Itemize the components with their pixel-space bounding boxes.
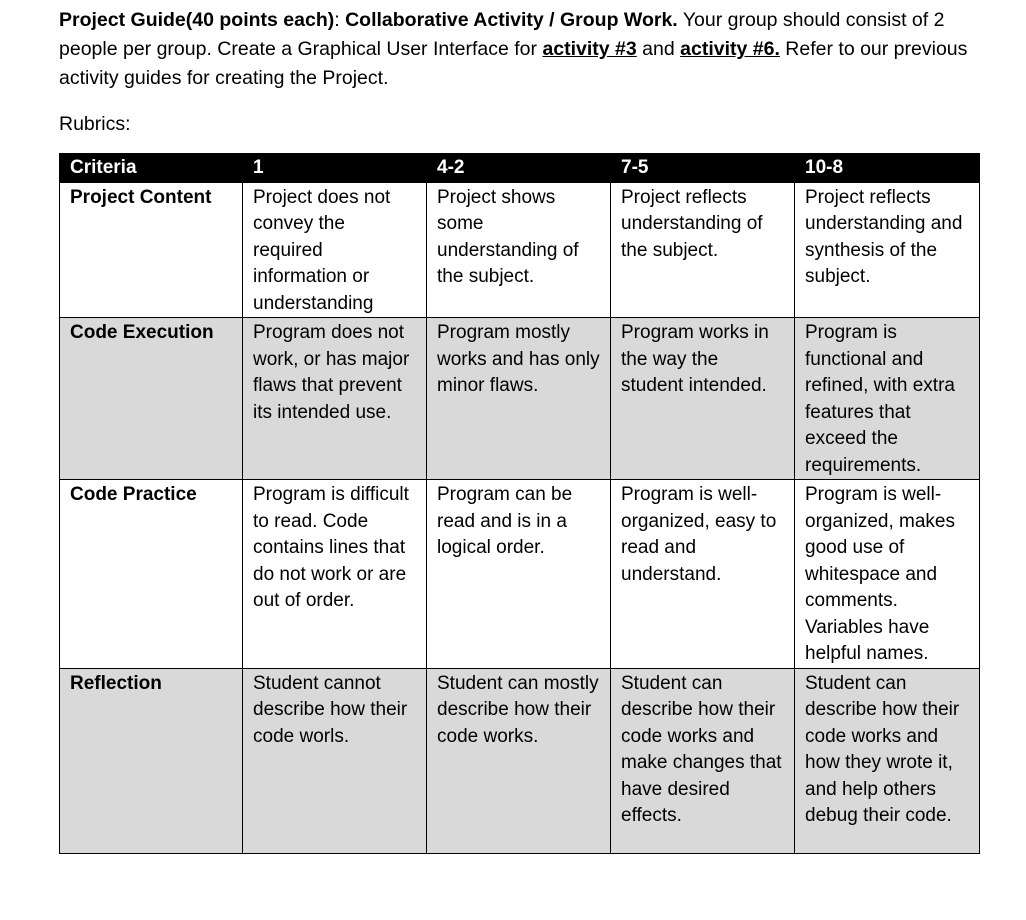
guide-and: and — [642, 38, 675, 60]
header-score-7-5: 7-5 — [611, 154, 795, 183]
table-row — [60, 182, 980, 318]
table-row — [60, 668, 980, 853]
rubrics-label: Rubrics: — [59, 113, 131, 135]
table-cell: Program is well-organized, easy to read and understand. — [611, 480, 795, 669]
rubric-header-row — [60, 154, 980, 183]
table-cell: Program can be read and is in a logical order. — [427, 480, 611, 669]
project-guide-paragraph — [59, 6, 989, 93]
table-cell: Project reflects understanding of the subject. — [611, 182, 795, 318]
table-row — [60, 318, 980, 480]
table-cell: Project shows some understanding of the subject. — [427, 182, 611, 318]
table-cell: Project reflects understanding and synthesis of the subject. — [795, 182, 980, 318]
table-cell: Student can describe how their code works and make changes that have desired effects. — [611, 668, 795, 853]
table-cell: Student can describe how their code works and how they wrote it, and help others debug their code. — [795, 668, 980, 853]
activity-type: Collaborative Activity / Group Work. — [345, 9, 678, 31]
table-cell: Project does not convey the required information or understanding — [243, 182, 427, 318]
table-row — [60, 480, 980, 669]
guide-title: Project Guide(40 points each) — [59, 9, 335, 31]
guide-colon: : — [334, 9, 340, 31]
criteria-cell: Code Practice — [60, 480, 243, 669]
guide-text-1: Your group should consist of 2 people per group. Create a Graphical User Interface for — [59, 9, 945, 60]
table-cell: Program mostly works and has only minor flaws. — [427, 318, 611, 480]
header-score-1: 1 — [243, 154, 427, 183]
table-cell: Program does not work, or has major flaws that prevent its intended use. — [243, 318, 427, 480]
table-cell: Student cannot describe how their code worls. — [243, 668, 427, 853]
rubric-table — [59, 153, 980, 854]
activity-6-ref: activity #6. — [680, 38, 780, 60]
table-cell: Program is functional and refined, with extra features that exceed the requirements. — [795, 318, 980, 480]
header-score-10-8: 10-8 — [795, 154, 980, 183]
criteria-cell: Reflection — [60, 668, 243, 853]
activity-3-ref: activity #3 — [542, 38, 637, 60]
header-criteria: Criteria — [60, 154, 243, 183]
table-cell: Student can mostly describe how their code works. — [427, 668, 611, 853]
table-cell: Program is difficult to read. Code contains lines that do not work or are out of order. — [243, 480, 427, 669]
criteria-cell: Code Execution — [60, 318, 243, 480]
table-cell: Program is well-organized, makes good use of whitespace and comments. Variables have helpful names. — [795, 480, 980, 669]
criteria-cell: Project Content — [60, 182, 243, 318]
guide-text-2: Refer to our previous activity guides for creating the Project. — [59, 38, 968, 89]
table-cell: Program works in the way the student intended. — [611, 318, 795, 480]
header-score-4-2: 4-2 — [427, 154, 611, 183]
